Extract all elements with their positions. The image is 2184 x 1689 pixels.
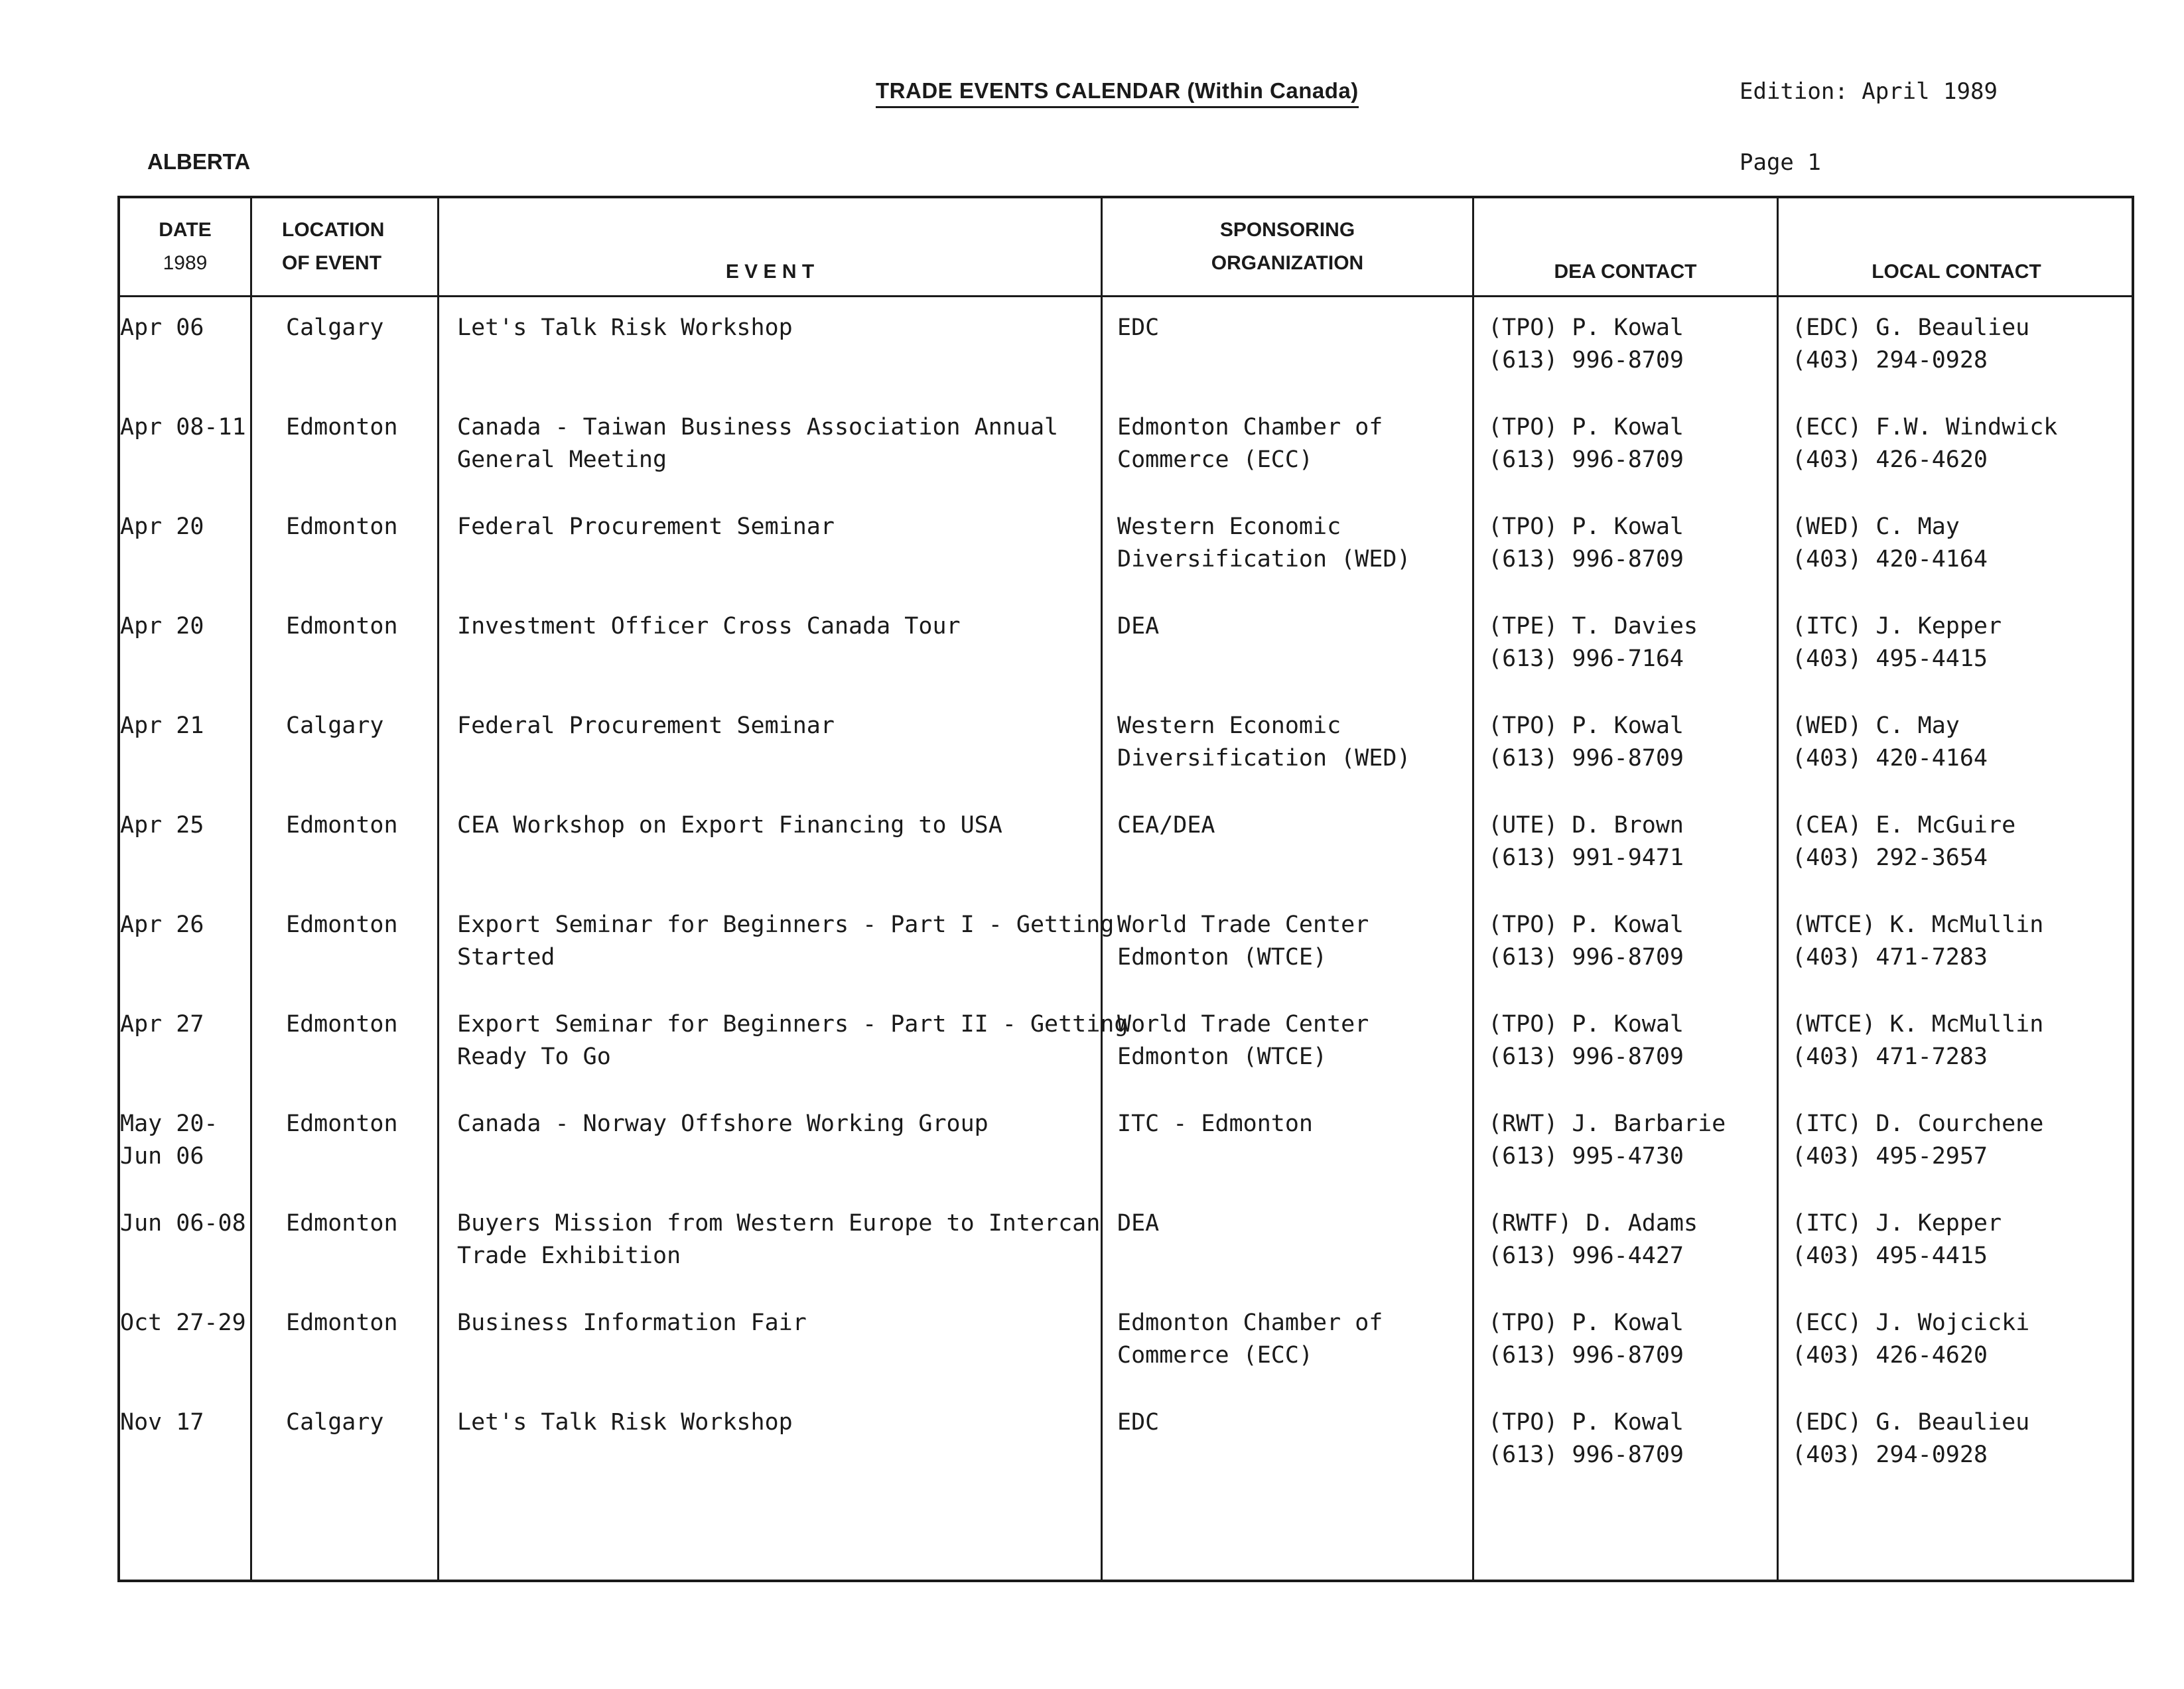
cell-event: Export Seminar for Beginners - Part II - Getting Ready To Go xyxy=(457,1011,1128,1070)
cell-sponsor: World Trade Center Edmonton (WTCE) xyxy=(1117,912,1369,971)
cell-date: Apr 20 xyxy=(120,613,204,640)
table-row xyxy=(120,496,2132,596)
cell-sponsor: World Trade Center Edmonton (WTCE) xyxy=(1117,1011,1369,1070)
table-row xyxy=(120,596,2132,695)
cell-local-contact: (ITC) J. Kepper (403) 495-4415 xyxy=(1792,613,2002,672)
cell-location: Edmonton xyxy=(286,1210,398,1237)
cell-dea-contact: (TPO) P. Kowal (613) 996-8709 xyxy=(1488,414,1684,473)
cell-local-contact: (WTCE) K. McMullin (403) 471-7283 xyxy=(1792,912,2044,971)
cell-location: Calgary xyxy=(286,1409,384,1436)
cell-sponsor: EDC xyxy=(1117,314,1160,341)
cell-date: Oct 27-29 xyxy=(120,1310,246,1336)
cell-event: Investment Officer Cross Canada Tour xyxy=(457,613,961,640)
cell-dea-contact: (TPE) T. Davies (613) 996-7164 xyxy=(1488,613,1698,672)
cell-date: Jun 06-08 xyxy=(120,1210,246,1237)
cell-event: Canada - Taiwan Business Association Annual General Meeting xyxy=(457,414,1059,473)
cell-event: Export Seminar for Beginners - Part I - Getting Started xyxy=(457,912,1115,971)
cell-event: Let's Talk Risk Workshop xyxy=(457,314,793,341)
table-row xyxy=(120,994,2132,1093)
cell-dea-contact: (TPO) P. Kowal (613) 996-8709 xyxy=(1488,1409,1684,1468)
column-header-dea-contact: DEA CONTACT xyxy=(1554,261,1697,283)
cell-local-contact: (WTCE) K. McMullin (403) 471-7283 xyxy=(1792,1011,2044,1070)
cell-date: Nov 17 xyxy=(120,1409,204,1436)
column-header-location: LOCATION OF EVENT xyxy=(282,219,385,274)
cell-event: CEA Workshop on Export Financing to USA xyxy=(457,812,1002,839)
cell-location: Edmonton xyxy=(286,1111,398,1137)
table-row xyxy=(120,1392,2132,1491)
cell-location: Edmonton xyxy=(286,414,398,440)
cell-location: Edmonton xyxy=(286,912,398,938)
cell-local-contact: (CEA) E. McGuire (403) 292-3654 xyxy=(1792,812,2016,871)
table-row xyxy=(120,894,2132,994)
page-title: TRADE EVENTS CALENDAR (Within Canada) xyxy=(876,78,1359,108)
cell-date: Apr 06 xyxy=(120,314,204,341)
cell-date: Apr 25 xyxy=(120,812,204,839)
cell-event: Canada - Norway Offshore Working Group xyxy=(457,1111,989,1137)
cell-date: Apr 27 xyxy=(120,1011,204,1038)
cell-sponsor: Edmonton Chamber of Commerce (ECC) xyxy=(1117,1310,1383,1369)
cell-location: Edmonton xyxy=(286,1310,398,1336)
table-row xyxy=(120,1093,2132,1193)
cell-date: Apr 20 xyxy=(120,513,204,540)
column-header-sponsor: SPONSORING ORGANIZATION xyxy=(1211,219,1364,274)
cell-local-contact: (ECC) F.W. Windwick (403) 426-4620 xyxy=(1792,414,2058,473)
cell-dea-contact: (TPO) P. Kowal (613) 996-8709 xyxy=(1488,513,1684,573)
cell-local-contact: (ITC) J. Kepper (403) 495-4415 xyxy=(1792,1210,2002,1269)
cell-event: Let's Talk Risk Workshop xyxy=(457,1409,793,1436)
cell-local-contact: (WED) C. May (403) 420-4164 xyxy=(1792,712,1988,772)
table-row xyxy=(120,297,2132,397)
column-header-event: E V E N T xyxy=(725,261,815,283)
cell-date: Apr 26 xyxy=(120,912,204,938)
cell-local-contact: (ECC) J. Wojcicki (403) 426-4620 xyxy=(1792,1310,2030,1369)
cell-date: Apr 08-11 xyxy=(120,414,246,440)
cell-location: Calgary xyxy=(286,314,384,341)
cell-location: Edmonton xyxy=(286,613,398,640)
cell-local-contact: (EDC) G. Beaulieu (403) 294-0928 xyxy=(1792,314,2030,373)
cell-local-contact: (EDC) G. Beaulieu (403) 294-0928 xyxy=(1792,1409,2030,1468)
table-row xyxy=(120,795,2132,894)
cell-local-contact: (ITC) D. Courchene (403) 495-2957 xyxy=(1792,1111,2044,1170)
column-header-local-contact: LOCAL CONTACT xyxy=(1872,261,2041,283)
table-row xyxy=(120,695,2132,795)
cell-location: Edmonton xyxy=(286,513,398,540)
cell-dea-contact: (RWTF) D. Adams (613) 996-4427 xyxy=(1488,1210,1698,1269)
cell-dea-contact: (RWT) J. Barbarie (613) 995-4730 xyxy=(1488,1111,1726,1170)
cell-event: Federal Procurement Seminar xyxy=(457,712,835,739)
cell-sponsor: ITC - Edmonton xyxy=(1117,1111,1314,1137)
cell-location: Edmonton xyxy=(286,1011,398,1038)
cell-event: Federal Procurement Seminar xyxy=(457,513,835,540)
cell-dea-contact: (TPO) P. Kowal (613) 996-8709 xyxy=(1488,712,1684,772)
events-table xyxy=(117,196,2134,1582)
cell-event: Buyers Mission from Western Europe to Intercan Trade Exhibition xyxy=(457,1210,1101,1269)
cell-date: May 20- Jun 06 xyxy=(120,1111,218,1170)
cell-dea-contact: (TPO) P. Kowal (613) 996-8709 xyxy=(1488,1011,1684,1070)
cell-dea-contact: (TPO) P. Kowal (613) 996-8709 xyxy=(1488,314,1684,373)
cell-sponsor: CEA/DEA xyxy=(1117,812,1215,839)
cell-event: Business Information Fair xyxy=(457,1310,807,1336)
table-row xyxy=(120,1193,2132,1292)
edition-label: Edition: April 1989 xyxy=(1740,78,1998,105)
table-row xyxy=(120,397,2132,496)
province-heading: ALBERTA xyxy=(147,149,251,174)
column-header-date: DATE 1989 xyxy=(159,219,212,274)
cell-date: Apr 21 xyxy=(120,712,204,739)
table-row xyxy=(120,1292,2132,1392)
cell-sponsor: Western Economic Diversification (WED) xyxy=(1117,513,1411,573)
cell-local-contact: (WED) C. May (403) 420-4164 xyxy=(1792,513,1988,573)
cell-sponsor: DEA xyxy=(1117,1210,1160,1237)
cell-sponsor: EDC xyxy=(1117,1409,1160,1436)
cell-sponsor: Western Economic Diversification (WED) xyxy=(1117,712,1411,772)
cell-dea-contact: (TPO) P. Kowal (613) 996-8709 xyxy=(1488,912,1684,971)
cell-sponsor: Edmonton Chamber of Commerce (ECC) xyxy=(1117,414,1383,473)
cell-location: Calgary xyxy=(286,712,384,739)
cell-dea-contact: (TPO) P. Kowal (613) 996-8709 xyxy=(1488,1310,1684,1369)
cell-dea-contact: (UTE) D. Brown (613) 991-9471 xyxy=(1488,812,1684,871)
cell-location: Edmonton xyxy=(286,812,398,839)
page-number: Page 1 xyxy=(1740,149,1821,176)
cell-sponsor: DEA xyxy=(1117,613,1160,640)
